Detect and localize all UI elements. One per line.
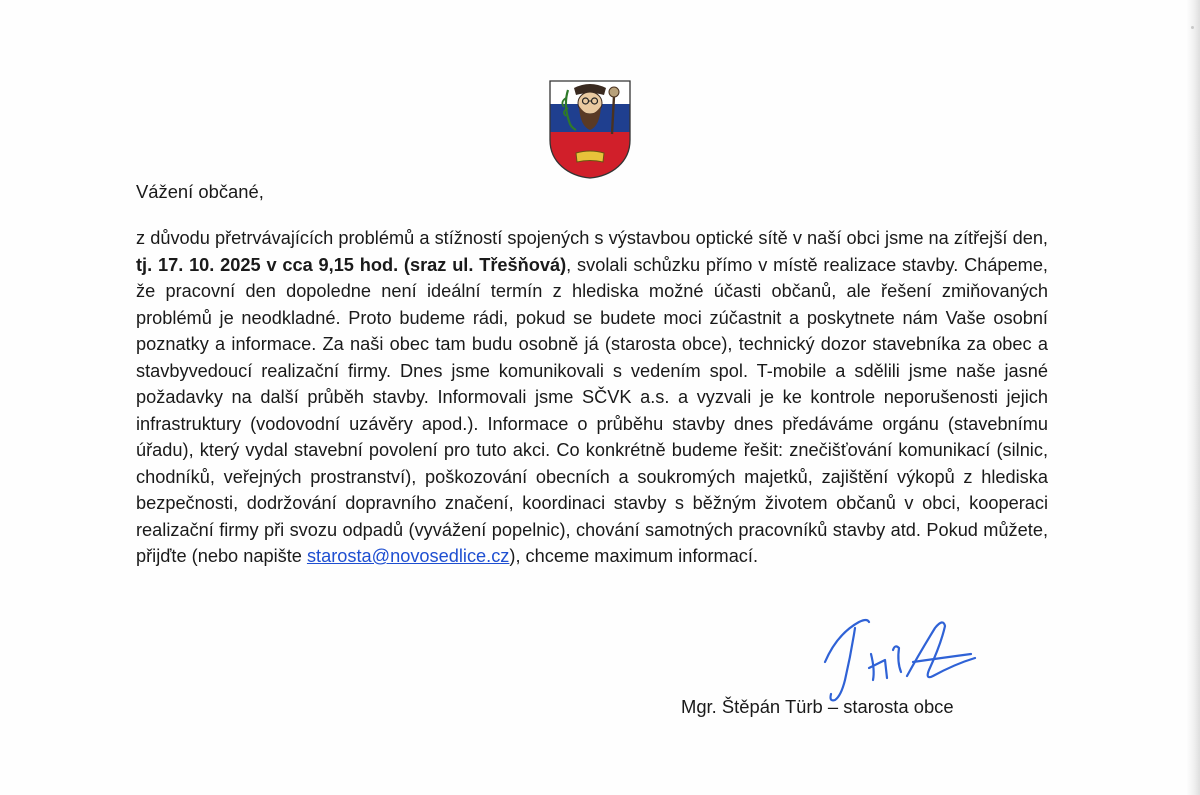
email-link[interactable]: starosta@novosedlice.cz — [306, 546, 510, 566]
body-intro: z důvodu přetrvávajících problémů a stížností spojených s výstavbou optické sítě v naší obci jsme na zítřejší den, — [136, 228, 1048, 248]
letter-body — [136, 225, 1048, 570]
signer-name: Mgr. Štěpán Türb – starosta obce — [681, 696, 954, 717]
scan-speck — [1191, 26, 1194, 29]
municipal-coat-of-arms-icon — [546, 78, 634, 180]
meeting-details: tj. 17. 10. 2025 v cca 9,15 hod. (sraz ul. Třešňová) — [136, 254, 567, 275]
handwritten-signature-icon — [815, 614, 985, 706]
body-closing: ), chceme maximum informací. — [509, 546, 759, 566]
scan-edge — [1186, 0, 1200, 795]
letter-salutation: Vážení občané, — [136, 181, 264, 202]
body-main: , svolali schůzku přímo v místě realizace stavby. Chápeme, že pracovní den dopoledne není ideální termín z hlediska možné účasti občanů, ale řešení zmiňovaných problémů je neodkladné. Proto budeme rádi, pokud se budete moci zúčastnit a poskytnete nám Vaše osobní poznatky a informace. Za naši obec tam budu osobně já (starosta obce), technický dozor stavebníka za obec a stavbyvedoucí realizační firmy. Dnes jsme komunikovali s vedením spol. T-mobile a sdělili jsme naše jasné požadavky na další průběh stavby. Informovali jsme SČVK a.s. a vyzvali je ke kontrole neporušenosti jejich infrastruktury (vodovodní uzávěry apod.). Informace o průběhu stavby dnes předáváme orgánu (stavebnímu úřadu), který vydal stavební povolení pro tuto akci. Co konkrétně budeme řešit: znečišťování komunikací (silnic, chodníků, veřejných prostranství), poškozování obecních a soukromých majetků, zajištění výkopů z hlediska bezpečnosti, dodržování dopravního značení, koordinaci stavby s běžným životem občanů v obci, kooperaci realizační firmy při svozu odpadů (vyvážení popelnic), chování samotných pracovníků stavby atd. Pokud můžete, přijďte (nebo napište — [136, 254, 1048, 566]
